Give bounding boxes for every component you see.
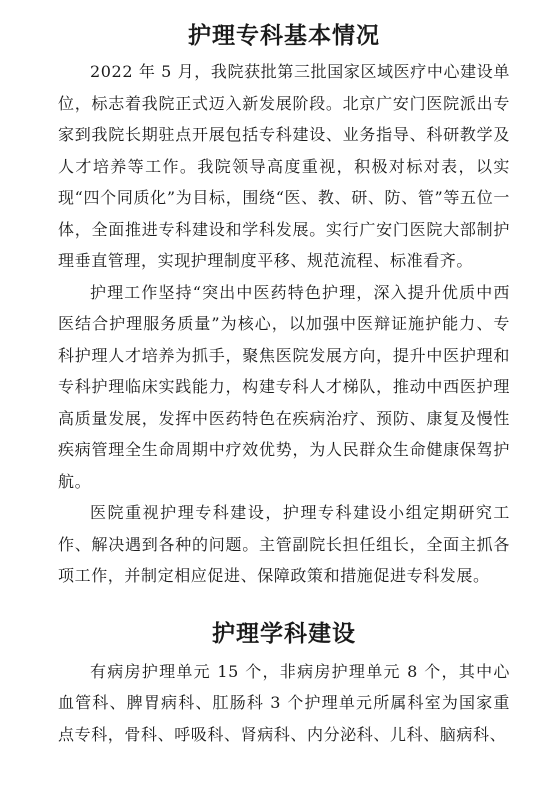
section-title: 护理专科基本情况: [188, 23, 380, 49]
paragraph: 有病房护理单元 15 个，非病房护理单元 8 个，其中心血管科、脾胃病科、肛肠科 3 个护理单元所属科室为国家重点专科，骨科、呼吸科、肾病科、内分泌科、儿科、脑病科、: [58, 661, 510, 744]
paragraph: 医院重视护理专科建设，护理专科建设小组定期研究工作、解决遇到各种的问题。主管副院长担任组长，全面主抓各项工作，并制定相应促进、保障政策和措施促进专科发展。: [58, 503, 510, 585]
section-title: 护理学科建设: [212, 620, 356, 647]
paragraph: 护理工作坚持“突出中医药特色护理，深入提升优质中西医结合护理服务质量”为核心，以加强中医辩证施护能力、专科护理人才培养为抓手，聚焦医院发展方向，提升中医护理和专科护理临床实践能力，构建专科人才梯队，推动中西医护理高质量发展，发挥中医药特色在疾病治疗、预防、康复及慢性疾病管理全生命周期中疗效优势，为人民群众生命健康保驾护航。: [58, 282, 510, 491]
paragraph: 2022 年 5 月，我院获批第三批国家区域医疗中心建设单位，标志着我院正式迈入新发展阶段。北京广安门医院派出专家到我院长期驻点开展包括专科建设、业务指导、科研教学及人才培养等工作。我院领导高度重视，积极对标对表，以实现“四个同质化”为目标，围绕“医、教、研、防、管”等五位一体，全面推进专科建设和学科发展。实行广安门医院大部制护理垂直管理，实现护理制度平移、规范流程、标准看齐。: [58, 62, 510, 270]
section-nursing-discipline-construction: [58, 616, 510, 751]
section-nursing-specialty-overview: [58, 18, 510, 592]
